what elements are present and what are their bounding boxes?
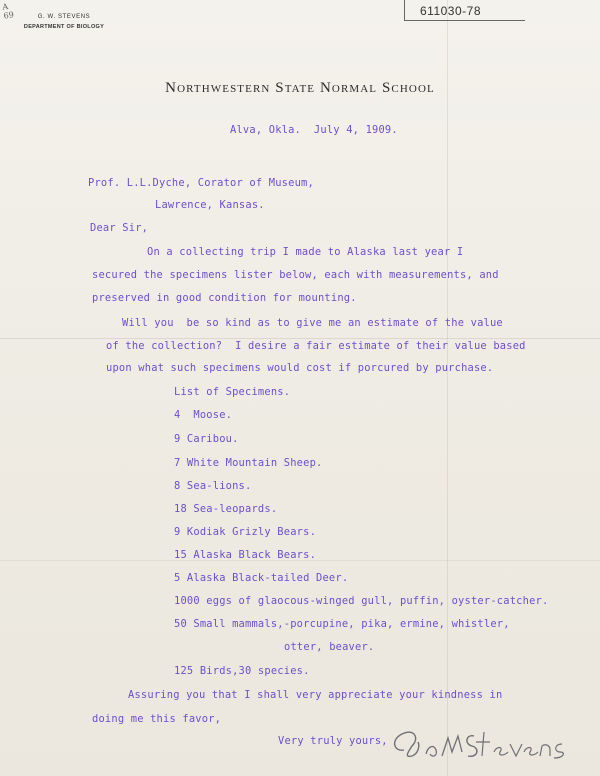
specimen-item: 4 Moose. — [174, 409, 233, 421]
handwritten-signature — [386, 722, 586, 766]
reference-number: 611030-78 — [420, 4, 481, 18]
letterhead-department: DEPARTMENT OF BIOLOGY — [23, 24, 105, 30]
body-line: preserved in good condition for mounting. — [92, 292, 357, 304]
specimen-item: 9 Caribou. — [174, 433, 239, 445]
recipient-line-2: Lawrence, Kansas. — [155, 199, 265, 211]
specimen-item: 7 White Mountain Sheep. — [174, 457, 323, 469]
specimen-item: 18 Sea-leopards. — [174, 503, 278, 515]
specimen-item-continued: otter, beaver. — [284, 641, 375, 653]
fold-line-horizontal — [0, 338, 600, 339]
salutation: Dear Sir, — [90, 222, 149, 234]
valediction: Very truly yours, — [278, 735, 388, 747]
specimen-item: 1000 eggs of glaocous-winged gull, puffin, oyster-catcher. — [174, 595, 549, 607]
specimen-item: 15 Alaska Black Bears. — [174, 549, 317, 561]
specimen-item: 125 Birds,30 species. — [174, 665, 310, 677]
body-line: secured the specimens lister below, each with measurements, and — [92, 269, 499, 281]
specimen-item: 50 Small mammals,-porcupine, pika, ermine, whistler, — [174, 618, 510, 630]
specimen-item: 8 Sea-lions. — [174, 480, 252, 492]
body-line: On a collecting trip I made to Alaska last year I — [147, 246, 464, 258]
letterhead-block — [18, 14, 110, 30]
closing-line: Assuring you that I shall very appreciate your kindness in — [128, 689, 503, 701]
school-name: Northwestern State Normal School — [165, 80, 435, 96]
specimen-item: 9 Kodiak Grizly Bears. — [174, 526, 317, 538]
letterhead-name: G. W. STEVENS — [37, 14, 91, 20]
body-line: Will you be so kind as to give me an estimate of the value — [122, 317, 503, 329]
body-line: of the collection? I desire a fair estimate of their value based — [106, 340, 526, 352]
specimen-item: 5 Alaska Black-tailed Deer. — [174, 572, 349, 584]
fold-line-vertical — [447, 0, 448, 776]
body-line: upon what such specimens would cost if porcured by purchase. — [106, 362, 494, 374]
dateline: Alva, Okla. July 4, 1909. — [230, 124, 398, 136]
corner-pencil-note: A 69 — [1, 1, 15, 21]
list-heading: List of Specimens. — [174, 386, 291, 398]
recipient-line-1: Prof. L.L.Dyche, Corator of Museum, — [88, 177, 314, 189]
closing-line: doing me this favor, — [92, 713, 222, 725]
